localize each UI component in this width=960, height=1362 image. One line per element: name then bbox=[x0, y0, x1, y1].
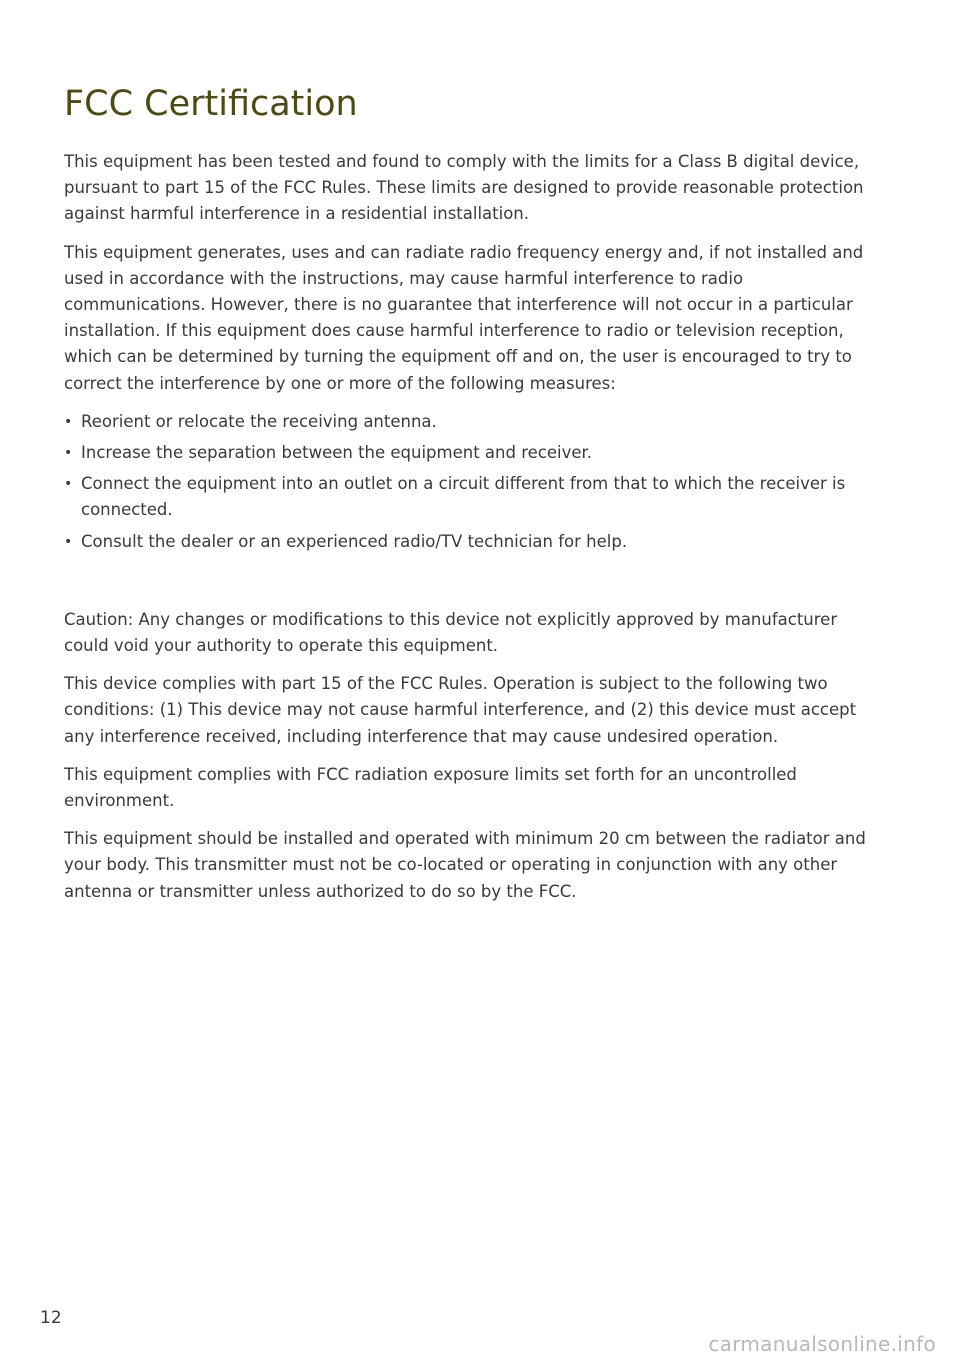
bullet-icon: • bbox=[64, 413, 73, 430]
section-spacer bbox=[64, 567, 884, 607]
paragraph-interference-notice: This equipment generates, uses and can radiate radio frequency energy and, if not installed and used in accordance with the instructions, may cause harmful interference to radio communications. However, there is no guarantee that interference will not occur in a particular installation. If this equipment does cause harmful interference to radio or television reception, which can be determined by turning the equipment off and on, the user is encouraged to try to correct the interference by one or more of the following measures: bbox=[64, 242, 864, 393]
list-item-text: Increase the separation between the equipment and receiver. bbox=[81, 443, 593, 463]
list-item bbox=[64, 409, 884, 435]
page-title: FCC Certification bbox=[64, 84, 358, 124]
list-item bbox=[64, 471, 884, 523]
list-item-text: Reorient or relocate the receiving antenna. bbox=[81, 411, 437, 431]
paragraph-part15-conditions: This device complies with part 15 of the FCC Rules. Operation is subject to the following two conditions: (1) This device may not cause harmful interference, and (2) this device must accept any interference received, including interference that may cause undesired operation. bbox=[64, 674, 857, 746]
page-number: 12 bbox=[40, 1308, 62, 1328]
list-item bbox=[64, 440, 884, 466]
list-item-text: Consult the dealer or an experienced radio/TV technician for help. bbox=[81, 531, 628, 551]
paragraph-installation-distance: This equipment should be installed and operated with minimum 20 cm between the radiator and your body. This transmitter must not be co-located or operating in conjunction with any other antenna or transmitter unless authorized to do so by the FCC. bbox=[64, 829, 866, 901]
paragraph-caution: Caution: Any changes or modifications to this device not explicitly approved by manufacturer could void your authority to operate this equipment. bbox=[64, 609, 838, 656]
paragraph-radiation-exposure: This equipment complies with FCC radiation exposure limits set forth for an uncontrolled environment. bbox=[64, 764, 797, 811]
measures-list bbox=[64, 409, 884, 555]
watermark-text: carmanualsonline.info bbox=[708, 1332, 936, 1356]
list-item-text: Connect the equipment into an outlet on a circuit different from that to which the receiver is connected. bbox=[81, 474, 846, 520]
list-item bbox=[64, 529, 884, 555]
paragraph-class-b-compliance: This equipment has been tested and found to comply with the limits for a Class B digital device, pursuant to part 15 of the FCC Rules. These limits are designed to provide reasonable protection against harmful interference in a residential installation. bbox=[64, 152, 864, 224]
page-content bbox=[64, 149, 884, 917]
bullet-icon: • bbox=[64, 476, 73, 493]
bullet-icon: • bbox=[64, 533, 73, 550]
bullet-icon: • bbox=[64, 445, 73, 462]
